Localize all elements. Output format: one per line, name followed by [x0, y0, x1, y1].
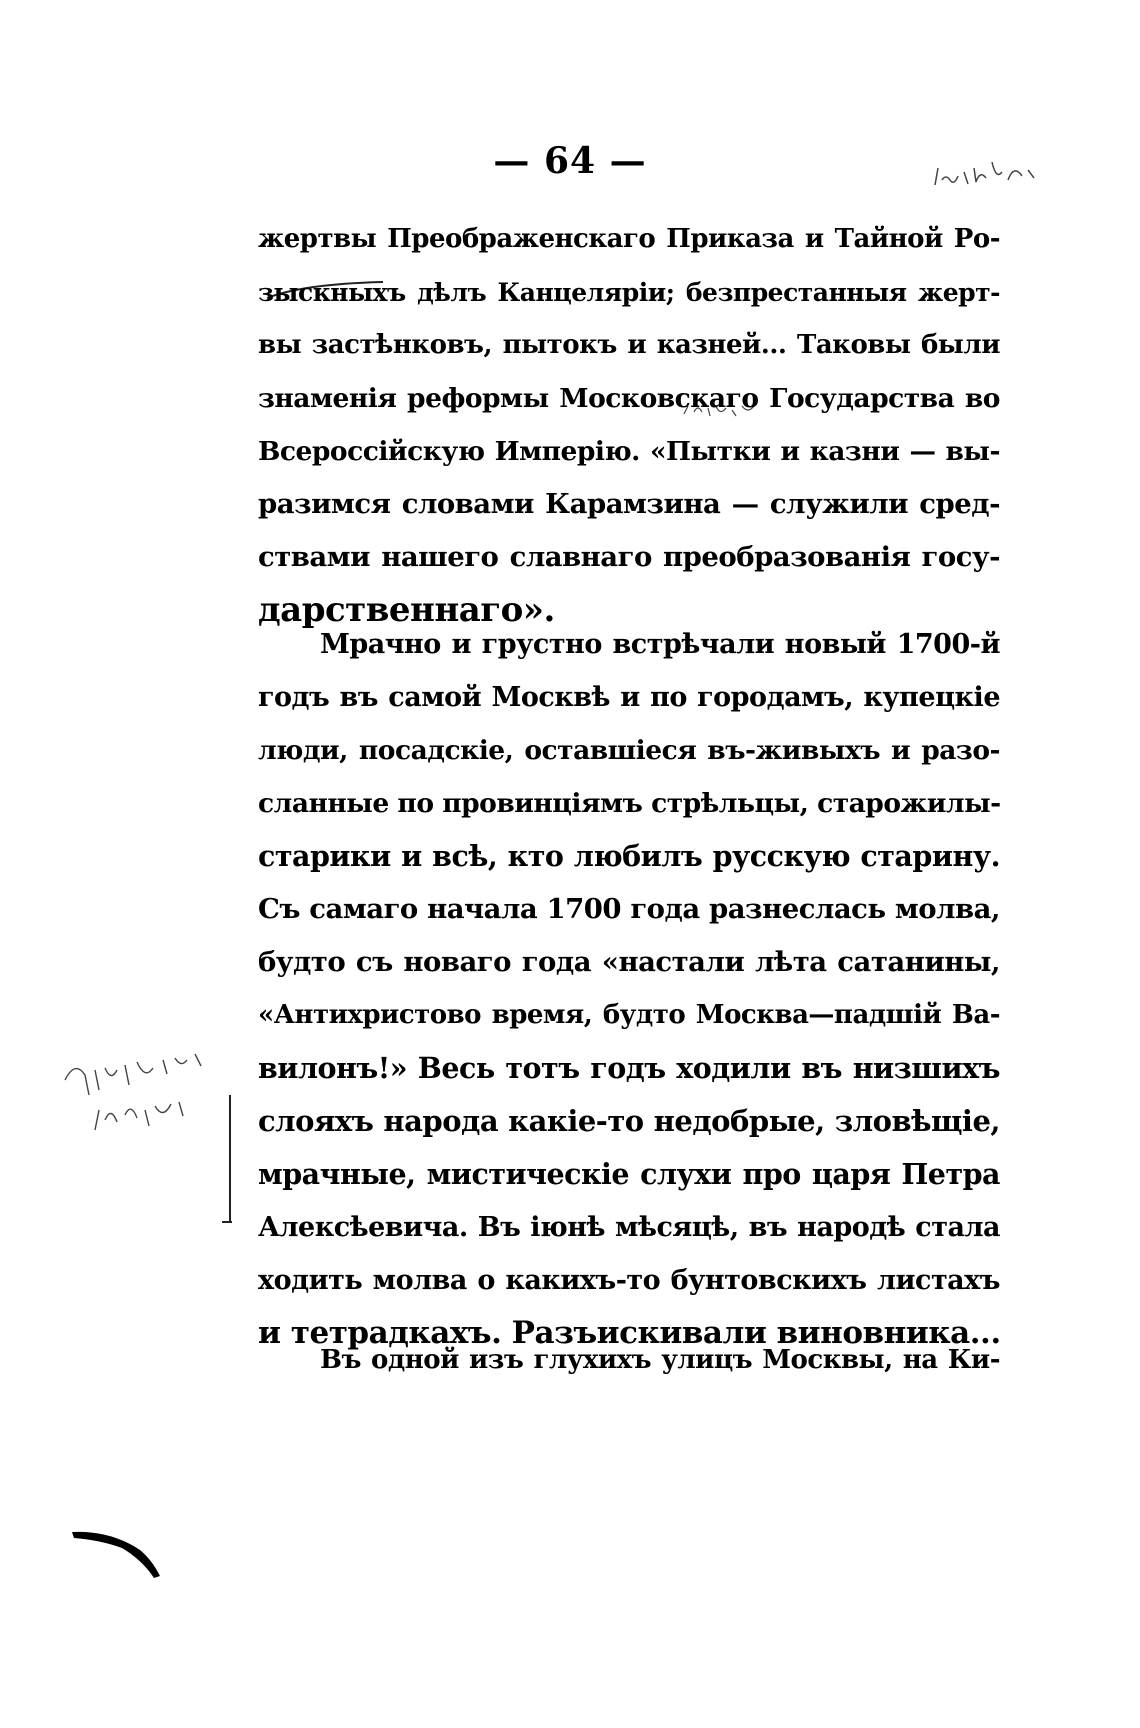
text-line: разимся словами Карамзина — служили сред-: [258, 488, 1000, 520]
text-line: ходить молва о какихъ-то бунтовскихъ листахъ: [258, 1265, 1000, 1296]
margin-bracket-tick: [222, 1221, 232, 1223]
text-line: зыскныхъ дѣлъ Канцеляріи; безпрестанныя жерт-: [258, 278, 1000, 307]
text-line: старики и всѣ, кто любилъ русскую старину.: [258, 839, 1000, 873]
text-line: «Антихристово время, будто Москва—падшій Ва-: [258, 1000, 1000, 1030]
text-line: вы застѣнковъ, пытокъ и казней... Таковы были: [258, 330, 1000, 360]
paragraph-1: [258, 213, 1000, 637]
text-line: ствами нашего славнаго преобразованія госу-: [258, 541, 1000, 573]
text-line: жертвы Преображенскаго Приказа и Тайной Ро-: [258, 224, 1000, 254]
text-line: и тетрадкахъ. Разъискивали виновника...: [258, 1315, 1001, 1351]
text-line: Съ самаго начала 1700 года разнеслась молва,: [258, 893, 1000, 925]
text-line: Всероссійскую Имперію. «Пытки и казни — вы-: [258, 436, 1000, 467]
text-line: знаменія реформы Московскаго Государства во: [258, 383, 1000, 414]
text-line: вилонъ!» Весь тотъ годъ ходили въ низшихъ: [258, 1051, 1000, 1085]
text-line: годъ въ самой Москвѣ и по городамъ, купецкіе: [258, 682, 1000, 713]
handwritten-note-top-right-icon: [930, 150, 1080, 200]
text-line: слояхъ народа какіе-то недобрые, зловѣщіе,: [258, 1104, 1000, 1138]
page-number: — 64 —: [493, 140, 647, 182]
text-line: люди, посадскіе, оставшіеся въ-живыхъ и разо-: [258, 735, 1000, 766]
ink-stroke-mark-icon: [70, 1520, 170, 1580]
text-line: Въ одной изъ глухихъ улицъ Москвы, на Ки-: [320, 1345, 1000, 1375]
paragraph-2: [258, 618, 1000, 1360]
text-line: сланные по провинціямъ стрѣльцы, старожилы-: [258, 788, 1001, 819]
text-line: Мрачно и грустно встрѣчали новый 1700-й: [320, 629, 1000, 660]
handwritten-note-left-margin-icon: [55, 1040, 225, 1150]
text-line: Алексѣевича. Въ іюнѣ мѣсяцѣ, въ народѣ стала: [258, 1212, 1000, 1243]
text-line: мрачные, мистическіе слухи про царя Петра: [258, 1157, 1000, 1191]
text-line: дарственнаго».: [258, 590, 555, 630]
paragraph-3: [258, 1334, 1000, 1387]
text-line: будто съ новаго года «настали лѣта сатанины,: [258, 946, 1000, 978]
margin-bracket-line: [229, 1095, 231, 1223]
